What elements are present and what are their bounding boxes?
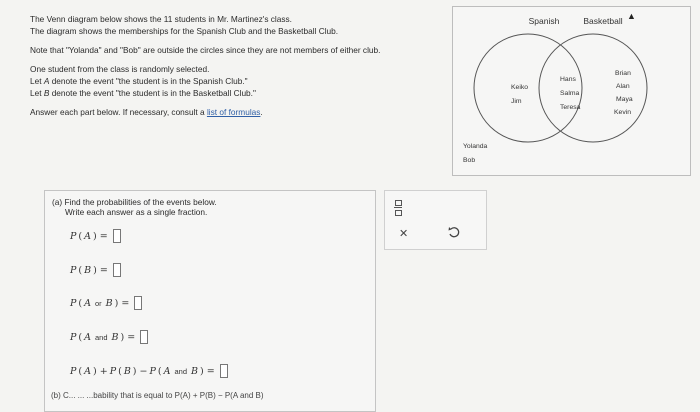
- basketball-label: Basketball: [583, 16, 623, 26]
- student-keiko: Keiko: [511, 84, 529, 91]
- spanish-label: Spanish: [528, 16, 560, 26]
- row-p-b: P ( B ) =: [70, 262, 121, 278]
- row-p-a-and-b: P ( A and B ) =: [70, 329, 148, 345]
- answer-p-a-and-b[interactable]: [140, 330, 148, 344]
- row-p-a-or-b: P ( A or B ) =: [70, 295, 142, 311]
- student-brian: Brian: [615, 70, 631, 77]
- answer-sum-expression[interactable]: [220, 364, 228, 378]
- mouse-cursor-icon: ▲: [627, 11, 636, 21]
- student-bob: Bob: [463, 157, 476, 164]
- intro-line-6: Let B denote the event "the student is in the Basketball Club.": [30, 88, 256, 98]
- answer-toolbar: [384, 190, 487, 250]
- intro-line-1: The Venn diagram below shows the 11 students in Mr. Martinez's class.: [30, 14, 292, 24]
- intro-line-5: Let A denote the event "the student is in the Spanish Club.": [30, 76, 248, 86]
- answer-p-a[interactable]: [113, 229, 121, 243]
- part-a-instructions: (a) Find the probabilities of the events below. Write each answer as a single fraction.: [52, 197, 217, 217]
- student-alan: Alan: [616, 83, 630, 90]
- student-kevin: Kevin: [614, 109, 632, 116]
- student-salma: Salma: [560, 90, 580, 97]
- student-yolanda: Yolanda: [463, 143, 488, 150]
- answer-p-b[interactable]: [113, 263, 121, 277]
- clear-button[interactable]: ✕: [399, 228, 409, 240]
- formulas-link[interactable]: list of formulas: [206, 107, 261, 117]
- answer-p-a-or-b[interactable]: [134, 296, 142, 310]
- intro-line-4: One student from the class is randomly selected.: [30, 64, 210, 74]
- basketball-circle: [539, 34, 647, 142]
- fraction-icon[interactable]: [394, 200, 402, 216]
- venn-diagram: [452, 6, 691, 176]
- row-sum-expression: P ( A ) + P ( B ) − P ( A and B ) =: [70, 363, 228, 379]
- student-jim: Jim: [511, 98, 522, 105]
- row-p-a: P ( A ) =: [70, 228, 121, 244]
- part-a-panel: [44, 190, 376, 412]
- venn-svg: [453, 7, 690, 175]
- undo-icon[interactable]: [447, 225, 461, 239]
- intro-line-3: Note that "Yolanda" and "Bob" are outside the circles since they are not members of either club.: [30, 45, 381, 55]
- student-hans: Hans: [560, 76, 576, 83]
- intro-line-2: The diagram shows the memberships for the Spanish Club and the Basketball Club.: [30, 26, 339, 36]
- student-teresa: Teresa: [560, 104, 581, 111]
- event-b-var: B: [43, 88, 50, 98]
- student-maya: Maya: [616, 96, 633, 103]
- intro-line-7: Answer each part below. If necessary, consult a list of formulas.: [30, 107, 263, 117]
- problem-statement: [30, 13, 450, 118]
- part-b-cut-text: (b) C... ... ...bability that is equal to P(A) + P(B) − P(A and B): [51, 391, 264, 400]
- event-a-var: A: [43, 76, 50, 86]
